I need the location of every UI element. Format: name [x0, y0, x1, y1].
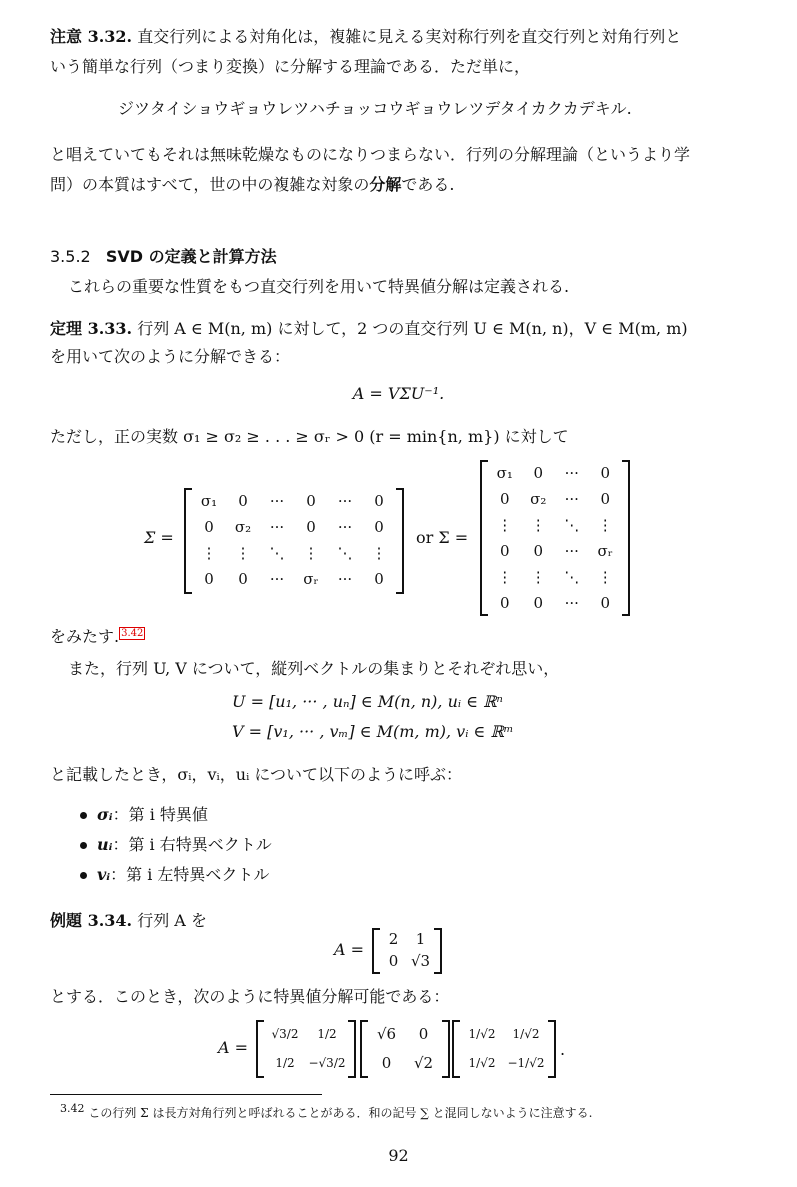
theorem-text-1: 行列 A ∈ M(n, m) に対して，2 つの直交行列 U ∈ M(n, n)，V ∈ M(m, m): [137, 319, 688, 338]
sigma-matrix-2-cell: ⋮: [497, 568, 513, 586]
sigma-matrix-1-cell: ⋮: [303, 544, 319, 562]
sigma-matrix-1-cell: ⋮: [235, 544, 251, 562]
bullet-icon: [80, 812, 87, 819]
note-label: 注意 3.32.: [50, 27, 133, 46]
svd-end: .: [560, 1040, 566, 1059]
section-heading: [50, 246, 277, 268]
theorem-line-1: [50, 318, 688, 340]
sigma-lhs: Σ =: [144, 528, 174, 547]
sigma-matrix-2-cell: ···: [564, 464, 579, 482]
sigma-matrix-2-cell: 0: [533, 542, 544, 560]
vectors-naming: と記載したとき，σᵢ，vᵢ，uᵢ について以下のように呼ぶ：: [50, 765, 463, 784]
bullet-symbol: vᵢ: [97, 865, 111, 884]
list-item: [80, 800, 272, 830]
svd-matrix-u-grid: [258, 1020, 354, 1078]
example-a-cell: 2: [388, 930, 399, 948]
sigma-matrix-2-cell: σᵣ: [597, 542, 613, 560]
sigma-matrix-1-cell: ···: [337, 518, 353, 536]
theorem-satisfy: [50, 626, 145, 648]
sigma-matrix-2-cell: ···: [564, 542, 579, 560]
sigma-matrix-2-cell: ···: [564, 594, 579, 612]
svd-matrix-sigma: [362, 1020, 448, 1078]
svd-v-cell: −1/√2: [507, 1056, 545, 1070]
bullet-icon: [80, 872, 87, 879]
sigma-matrix-1-cell: ⋮: [201, 544, 217, 562]
bullet-symbol: uᵢ: [97, 835, 113, 854]
note-line-2: いう簡単な行列（つまり変換）に分解する理論である．ただ単に，: [50, 57, 531, 76]
sigma-matrix-2-cell: σ₁: [496, 464, 513, 482]
svd-sigma-cell: √2: [413, 1054, 434, 1072]
list-item: [80, 830, 272, 860]
satisfy-text: をみたす.: [50, 627, 120, 646]
sigma-matrix-2-cell: ⋮: [530, 516, 546, 534]
svd-v-cell: 1/√2: [468, 1027, 496, 1041]
bullet-icon: [80, 842, 87, 849]
list-item: [80, 860, 272, 890]
sigma-matrix-2-cell: 0: [600, 594, 611, 612]
note-text-1: 直交行列による対角化は，複雑に見える実対称行列を直交行列と対角行列と: [137, 27, 682, 46]
example-line: [50, 910, 207, 932]
example-followup: とする．このとき，次のように特異値分解可能である：: [50, 987, 450, 1006]
sigma-matrix-2-cell: σ₂: [530, 490, 547, 508]
svd-v-cell: 1/√2: [468, 1056, 496, 1070]
sigma-matrix-1-cell: 0: [204, 570, 214, 588]
example-label: 例題 3.34.: [50, 911, 133, 930]
sigma-matrix-2-cell: 0: [533, 594, 544, 612]
sigma-matrix-1-cell: 0: [374, 570, 384, 588]
sigma-matrix-1-cell: 0: [374, 492, 384, 510]
sigma-matrix-2: [482, 460, 628, 616]
bullet-text: ：第 i 左特異ベクトル: [110, 865, 270, 884]
svd-matrix-v-grid: [454, 1020, 554, 1078]
section-title: SVD の定義と計算方法: [105, 247, 277, 266]
sigma-matrix-1-cell: σ₂: [234, 518, 252, 536]
footnote: [60, 1102, 592, 1121]
sigma-matrix-1-cell: 0: [374, 518, 384, 536]
note-line-3: と唱えていてもそれは無味乾燥なものになりつまらない．行列の分解理論（というより学: [50, 145, 691, 164]
sigma-matrix-1-grid: [186, 488, 402, 592]
sigma-matrix-1-cell: 0: [238, 570, 248, 588]
example-a-cell: √3: [410, 952, 431, 970]
sigma-matrix-2-grid: [482, 460, 628, 616]
page-number: 92: [388, 1146, 409, 1165]
svd-u-cell: −√3/2: [308, 1056, 346, 1070]
v-equation: V = [v₁, ··· , vₘ] ∈ M(m, m), vᵢ ∈ ℝᵐ: [232, 722, 514, 741]
example-a-cell: 1: [415, 930, 426, 948]
sigma-matrix-1-cell: 0: [306, 492, 316, 510]
bullet-text: ：第 i 特異値: [112, 805, 208, 824]
note-text-4c: である.: [401, 175, 455, 194]
svd-u-cell: 1/2: [275, 1056, 295, 1070]
sigma-matrix-1-cell: 0: [204, 518, 214, 536]
svd-sigma-cell: 0: [381, 1054, 392, 1072]
note-text-4a: 問）の本質はすべて，世の中の複雑な対象の: [50, 175, 370, 194]
sigma-matrix-2-cell: 0: [600, 464, 611, 482]
svd-v-cell: 1/√2: [512, 1027, 540, 1041]
sigma-matrix-2-cell: ⋱: [564, 568, 580, 586]
sigma-matrix-2-cell: ⋮: [597, 568, 613, 586]
note-line-1: [50, 26, 681, 48]
svd-matrix-v: [454, 1020, 554, 1078]
sigma-matrix-1: [186, 488, 402, 594]
svd-lhs: A =: [218, 1038, 249, 1057]
or-sigma-label: or Σ =: [416, 528, 469, 547]
sigma-matrix-2-cell: 0: [499, 490, 510, 508]
sigma-matrix-1-cell: σᵣ: [303, 570, 319, 588]
note-chant: ジツタイショウギョウレツハチョッコウギョウレツデタイカクカデキル.: [118, 99, 632, 118]
svd-matrix-u: [258, 1020, 354, 1078]
svd-u-cell: 1/2: [317, 1027, 337, 1041]
theorem-formula: A = VΣU⁻¹.: [352, 384, 445, 403]
svd-sigma-cell: √6: [376, 1025, 397, 1043]
sigma-matrix-2-cell: ⋮: [597, 516, 613, 534]
sigma-matrix-1-cell: ⋱: [337, 544, 353, 562]
note-line-4: [50, 174, 454, 196]
section-number: 3.5.2: [50, 247, 91, 266]
sigma-matrix-1-cell: 0: [238, 492, 248, 510]
theorem-label: 定理 3.33.: [50, 319, 133, 338]
sigma-matrix-2-cell: ⋱: [564, 516, 580, 534]
singular-terms-list: [80, 800, 272, 890]
example-a-matrix: [374, 928, 440, 974]
sigma-matrix-2-cell: 0: [499, 594, 510, 612]
sigma-matrix-2-cell: ···: [564, 490, 579, 508]
footnote-text: この行列 Σ は長方対角行列と呼ばれることがある．和の記号 ∑ と混同しないように注意する.: [88, 1106, 593, 1120]
bullet-text: ：第 i 右特異ベクトル: [112, 835, 272, 854]
sigma-matrix-1-cell: ⋱: [269, 544, 285, 562]
example-a-lhs: A =: [334, 940, 365, 959]
sigma-matrix-1-cell: ⋮: [371, 544, 387, 562]
footnote-ref-link[interactable]: 3.42: [121, 627, 144, 639]
sigma-matrix-1-cell: ···: [269, 570, 285, 588]
footnote-mark: 3.42: [60, 1102, 85, 1115]
u-equation: U = [u₁, ··· , uₙ] ∈ M(n, n), uᵢ ∈ ℝⁿ: [232, 692, 503, 711]
footnote-rule: [50, 1094, 322, 1095]
sigma-matrix-1-cell: σ₁: [200, 492, 218, 510]
svd-matrix-sigma-grid: [362, 1020, 448, 1078]
sigma-matrix-1-cell: ···: [337, 492, 353, 510]
svd-sigma-cell: 0: [418, 1025, 429, 1043]
theorem-condition: ただし，正の実数 σ₁ ≥ σ₂ ≥ . . . ≥ σᵣ > 0 (r = min{n, m}) に対して: [50, 427, 569, 446]
sigma-matrix-2-cell: 0: [533, 464, 544, 482]
bullet-symbol: σᵢ: [97, 805, 113, 824]
example-text: 行列 A を: [137, 911, 207, 930]
sigma-matrix-1-cell: ···: [269, 492, 285, 510]
sigma-matrix-1-cell: ···: [269, 518, 285, 536]
theorem-line-2: を用いて次のように分解できる：: [50, 347, 291, 366]
note-emphasis: 分解: [369, 175, 402, 194]
example-a-cell: 0: [388, 952, 399, 970]
example-a-grid: [374, 928, 440, 972]
svd-u-cell: √3/2: [271, 1027, 299, 1041]
sigma-matrix-2-cell: ⋮: [530, 568, 546, 586]
sigma-matrix-1-cell: 0: [306, 518, 316, 536]
section-intro: これらの重要な性質をもつ直交行列を用いて特異値分解は定義される.: [68, 277, 570, 296]
sigma-matrix-1-cell: ···: [337, 570, 353, 588]
sigma-matrix-2-cell: 0: [499, 542, 510, 560]
sigma-matrix-2-cell: ⋮: [497, 516, 513, 534]
vectors-intro: また，行列 U, V について，縦列ベクトルの集まりとそれぞれ思い，: [68, 659, 560, 678]
sigma-matrix-2-cell: 0: [600, 490, 611, 508]
